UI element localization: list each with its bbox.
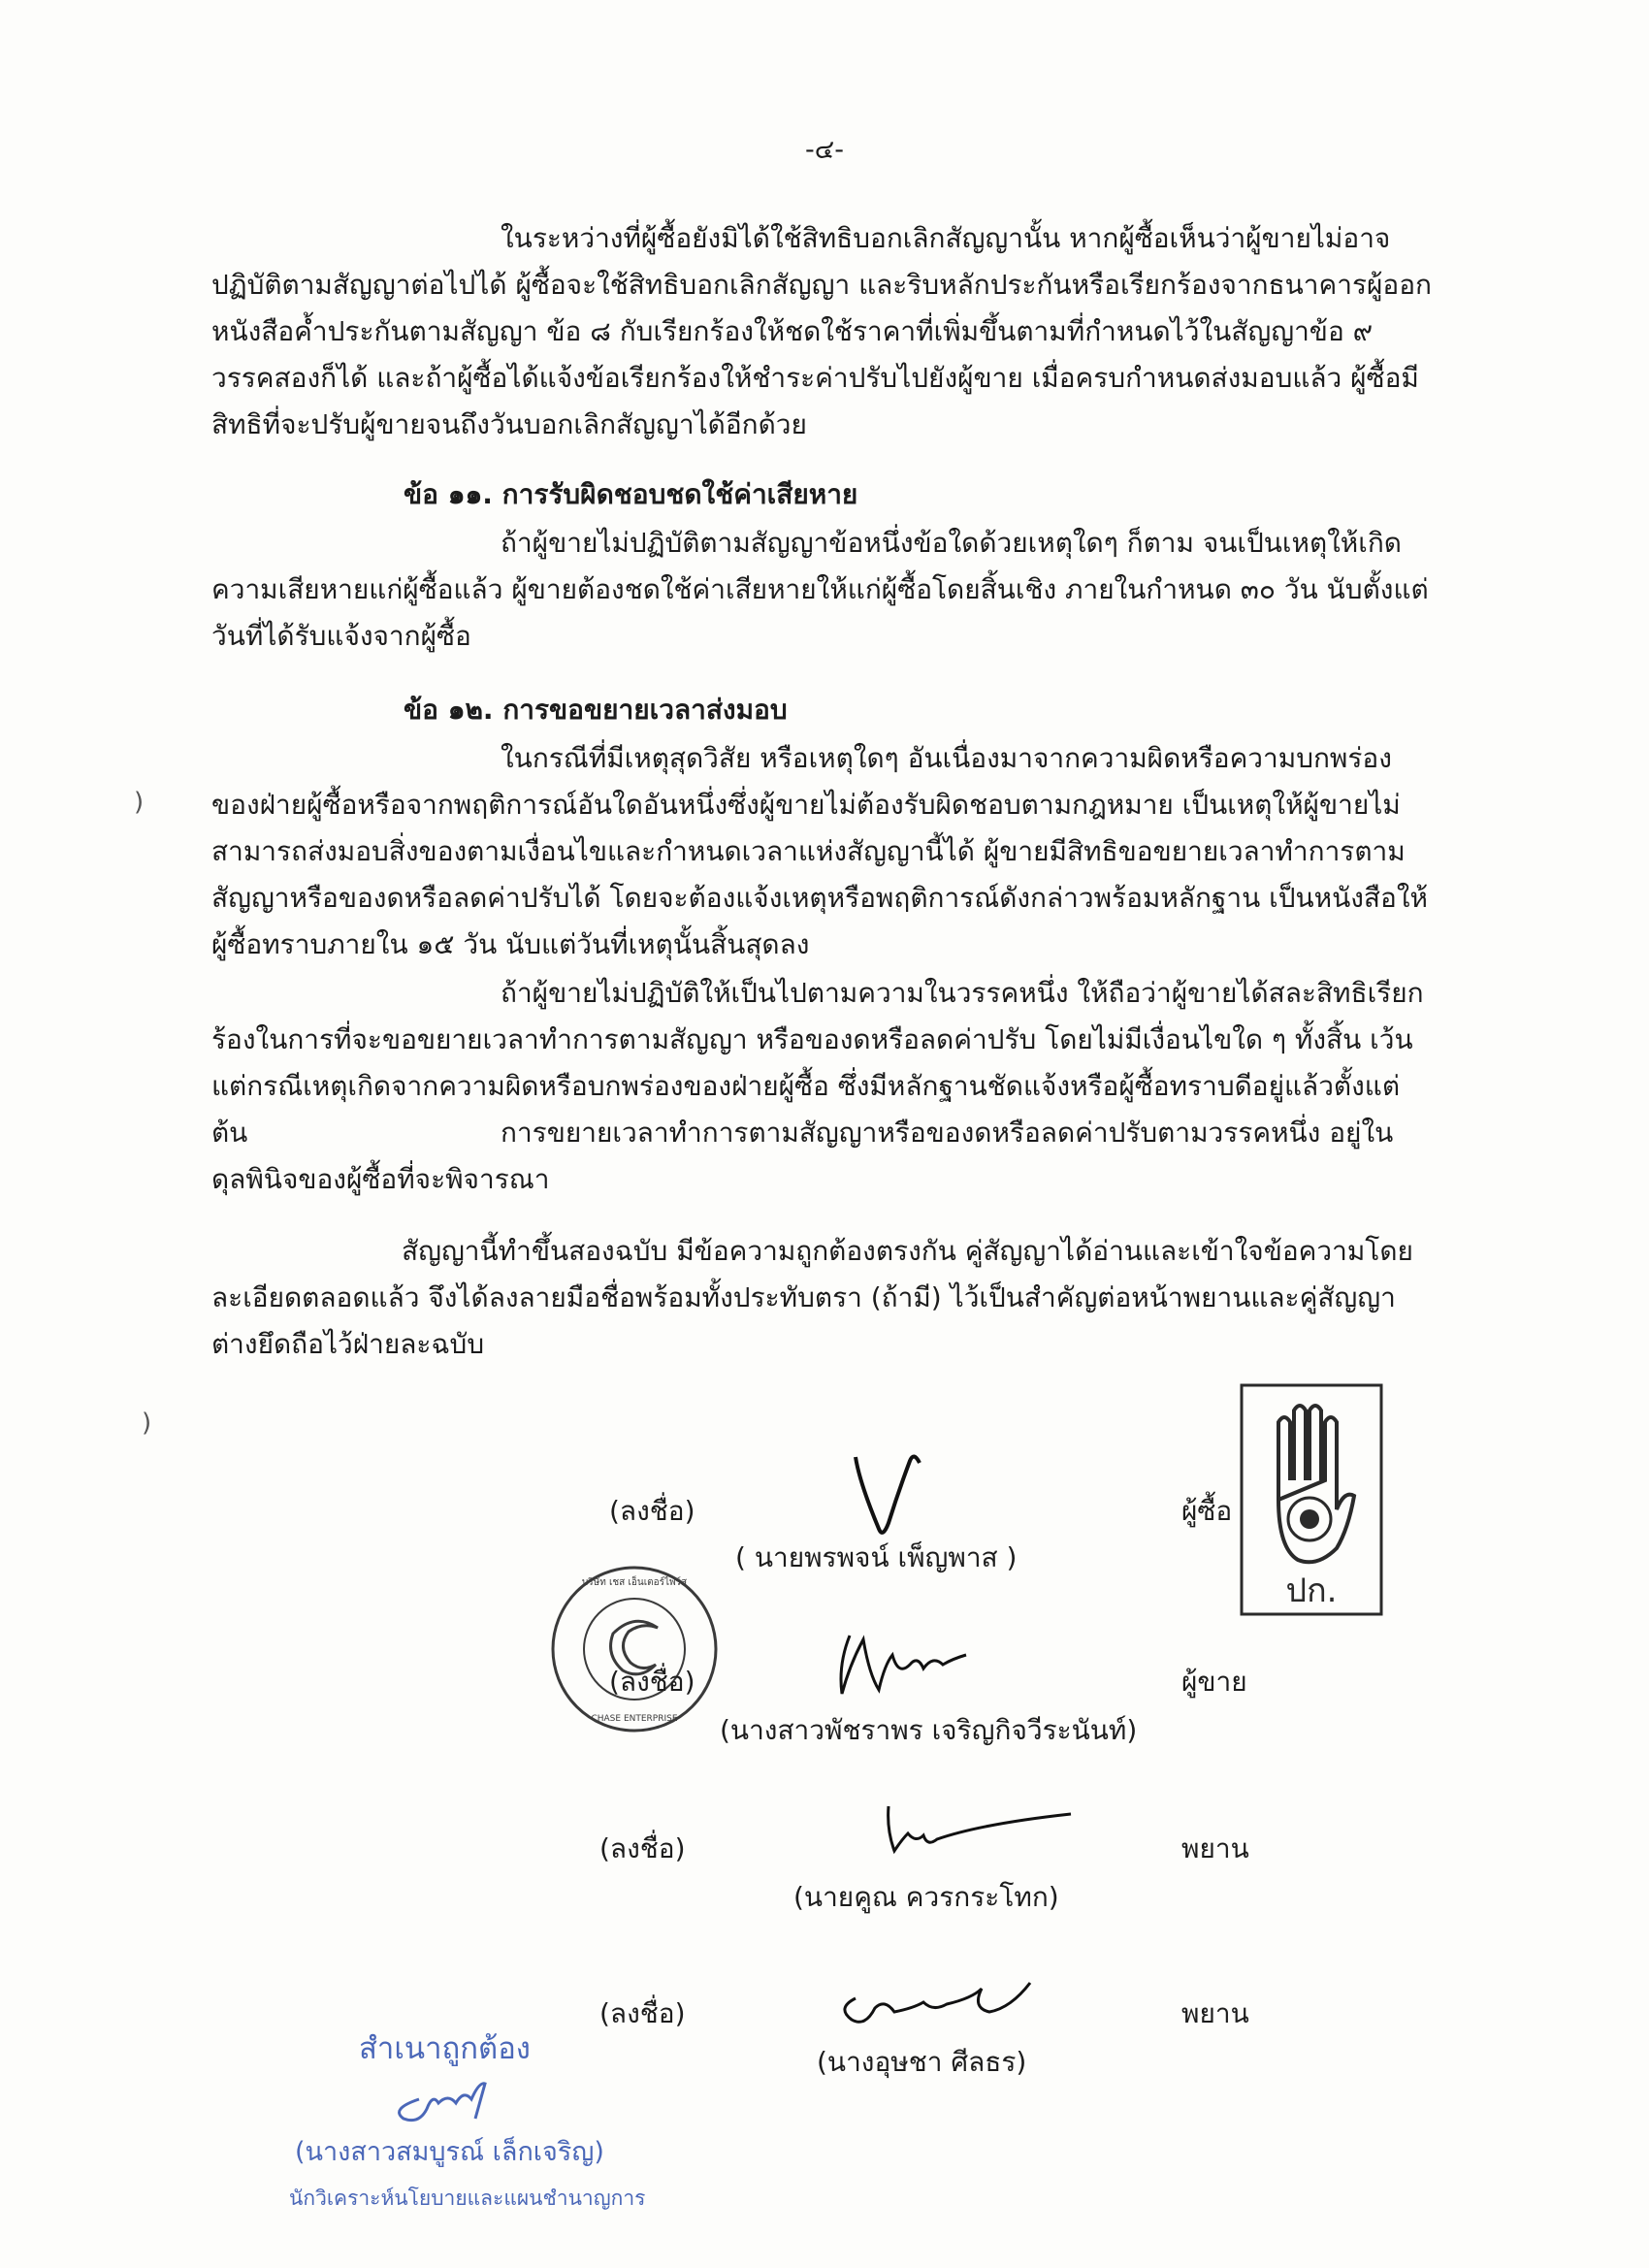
clause-11-heading: ข้อ ๑๑. การรับผิดชอบชดใช้ค่าเสียหาย	[404, 478, 858, 510]
role-buyer: ผู้ซื้อ	[1181, 1495, 1233, 1527]
role-seller: ผู้ขาย	[1181, 1666, 1247, 1698]
seller-company-seal	[549, 1564, 720, 1738]
role-witness-1: พยาน	[1181, 1832, 1249, 1864]
buyer-stamp-text: ปก.	[1285, 1571, 1338, 1610]
sign-label-witness-2: (ลงชื่อ)	[599, 1997, 686, 2029]
sign-label-seller: (ลงชื่อ)	[609, 1666, 695, 1698]
certifier-signature	[380, 2064, 506, 2136]
certifier-position: นักวิเคราะห์นโยบายและแผนชำนาญการ	[289, 2187, 646, 2210]
page-number: -๔-	[805, 135, 844, 165]
intro-paragraph: ในระหว่างที่ผู้ซื้อยังมิได้ใช้สิทธิบอกเลิกสัญญานั้น หากผู้ซื้อเห็นว่าผู้ขายไม่อาจปฏิบัติตามสัญญาต่อไปได้ ผู้ซื้อจะใช้สิทธิบอกเลิกสัญญา และริบหลักประกันหรือเรียกร้องจากธนาคารผู้ออกหนังสือค้ำประกันตามสัญญา ข้อ ๘ กับเรียกร้องให้ชดใช้ราคาที่เพิ่มขึ้นตามที่กำหนดไว้ในสัญญาข้อ ๙ วรรคสองก็ได้ และถ้าผู้ซื้อได้แจ้งข้อเรียกร้องให้ชำระค่าปรับไปยังผู้ขาย เมื่อครบกำหนดส่งมอบแล้ว ผู้ซื้อมีสิทธิที่จะปรับผู้ขายจนถึงวันบอกเลิกสัญญาได้อีกด้วย	[211, 222, 1432, 440]
margin-mark: )	[142, 1409, 152, 1438]
certifier-name: (นางสาวสมบูรณ์ เล็กเจริญ)	[295, 2137, 604, 2167]
closing-paragraph: สัญญานี้ทำขึ้นสองฉบับ มีข้อความถูกต้องตรงกัน คู่สัญญาได้อ่านและเข้าใจข้อความโดยละเอียดตลอดแล้ว จึงได้ลงลายมือชื่อพร้อมทั้งประทับตรา (ถ้ามี) ไว้เป็นสำคัญต่อหน้าพยานและคู่สัญญาต่างยึดถือไว้ฝ่ายละฉบับ	[211, 1235, 1413, 1360]
seller-signature	[821, 1626, 995, 1707]
witness-1-name: (นายคูณ ควรกระโทก)	[793, 1881, 1059, 1913]
seller-name: (นางสาวพัชราพร เจริญกิจวีระนันท์)	[720, 1714, 1138, 1746]
buyer-name: ( นายพรพจน์ เพ็ญพาส )	[735, 1541, 1018, 1573]
clause-12-para-1: ในกรณีที่มีเหตุสุดวิสัย หรือเหตุใดๆ อันเนื่องมาจากความผิดหรือความบกพร่องของฝ่ายผู้ซื้อหรือจากพฤติการณ์อันใดอันหนึ่งซึ่งผู้ขายไม่ต้องรับผิดชอบตามกฎหมาย เป็นเหตุให้ผู้ขายไม่สามารถส่งมอบสิ่งของตามเงื่อนไขและกำหนดเวลาแห่งสัญญานี้ได้ ผู้ขายมีสิทธิขอขยายเวลาทำการตามสัญญาหรือของดหรือลดค่าปรับได้ โดยจะต้องแจ้งเหตุหรือพฤติการณ์ดังกล่าวพร้อมหลักฐาน เป็นหนังสือให้ผู้ซื้อทราบภายใน ๑๕ วัน นับแต่วันที่เหตุนั้นสิ้นสุดลง	[211, 742, 1428, 960]
witness-1-signature	[865, 1800, 1079, 1872]
buyer-stamp	[1240, 1383, 1383, 1616]
margin-mark: )	[134, 788, 145, 817]
clause-11-body: ถ้าผู้ขายไม่ปฏิบัติตามสัญญาข้อหนึ่งข้อใดด้วยเหตุใดๆ ก็ตาม จนเป็นเหตุให้เกิดความเสียหายแก่ผู้ซื้อแล้ว ผู้ขายต้องชดใช้ค่าเสียหายให้แก่ผู้ซื้อโดยสิ้นเชิง ภายในกำหนด ๓๐ วัน นับตั้งแต่วันที่ได้รับแจ้งจากผู้ซื้อ	[211, 527, 1429, 652]
svg-text:บริษัท เชส เอ็นเตอร์ไพร์ส: บริษัท เชส เอ็นเตอร์ไพร์ส	[581, 1577, 688, 1588]
sign-label-witness-1: (ลงชื่อ)	[599, 1832, 686, 1864]
sign-label-buyer: (ลงชื่อ)	[609, 1495, 695, 1527]
witness-2-name: (นางอุษชา ศีลธร)	[817, 2046, 1027, 2078]
svg-text:CHASE ENTERPRISE: CHASE ENTERPRISE	[591, 1714, 678, 1724]
certified-copy-title: สำเนาถูกต้อง	[359, 2031, 531, 2066]
witness-2-signature	[826, 1969, 1050, 2041]
role-witness-2: พยาน	[1181, 1997, 1249, 2029]
clause-12-heading: ข้อ ๑๒. การขอขยายเวลาส่งมอบ	[404, 694, 788, 726]
clause-12-para-2: ถ้าผู้ขายไม่ปฏิบัติให้เป็นไปตามความในวรรคหนึ่ง ให้ถือว่าผู้ขายได้สละสิทธิเรียกร้องในการที่จะขอขยายเวลาทำการตามสัญญา หรือของดหรือลดค่าปรับ โดยไม่มีเงื่อนไขใด ๆ ทั้งสิ้น เว้นแต่กรณีเหตุเกิดจากความผิดหรือบกพร่องของฝ่ายผู้ซื้อ ซึ่งมีหลักฐานชัดแจ้งหรือผู้ซื้อทราบดีอยู่แล้วตั้งแต่ต้น	[211, 977, 1424, 1149]
clause-12-para-3: การขยายเวลาทำการตามสัญญาหรือของดหรือลดค่าปรับตามวรรคหนึ่ง อยู่ในดุลพินิจของผู้ซื้อที่จะพิจารณา	[211, 1117, 1394, 1195]
